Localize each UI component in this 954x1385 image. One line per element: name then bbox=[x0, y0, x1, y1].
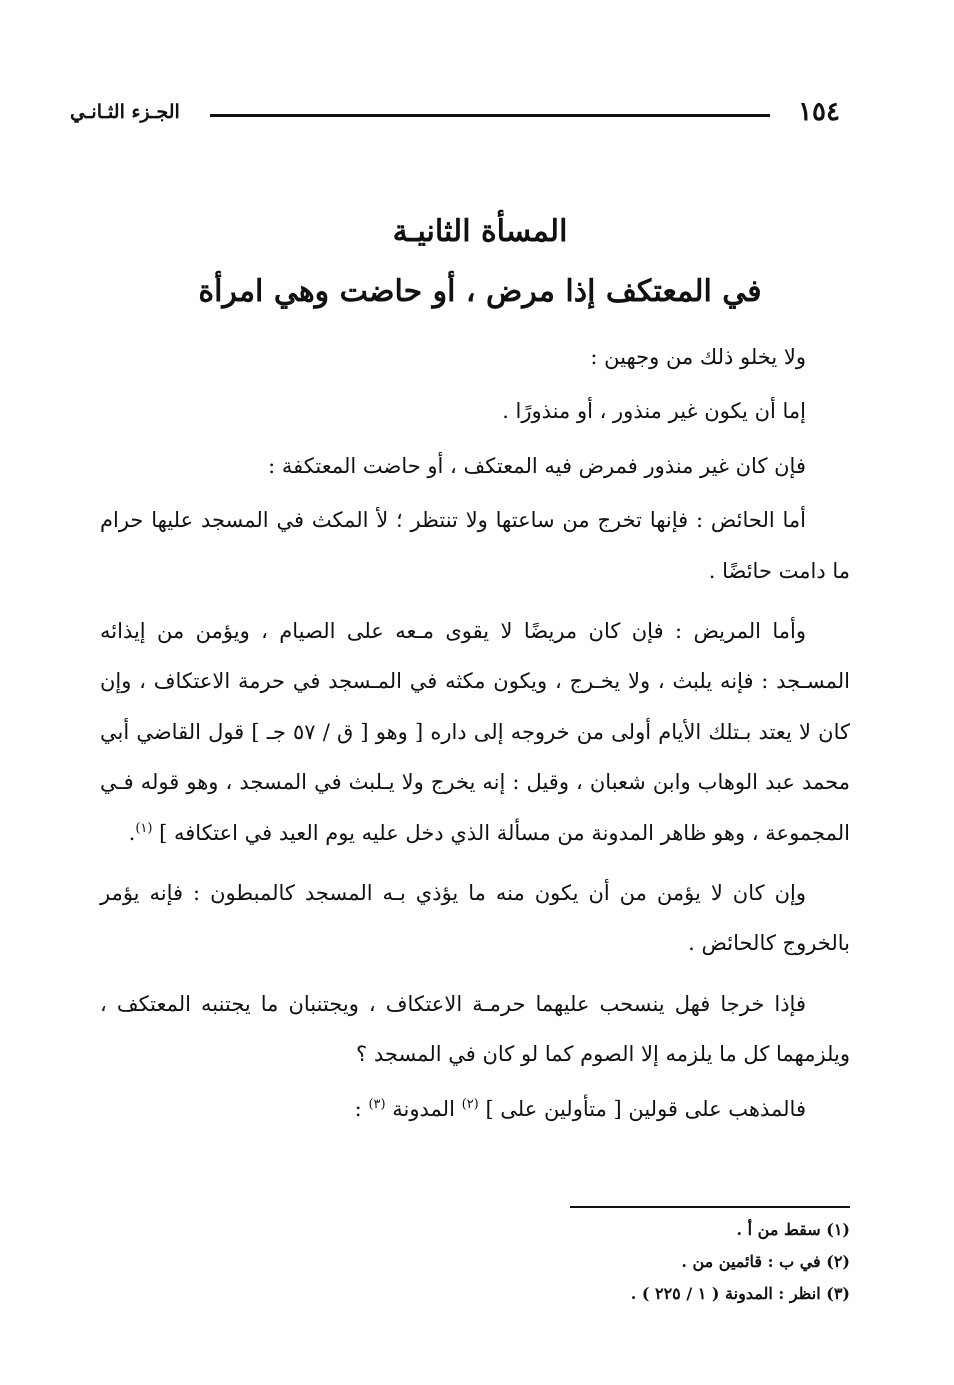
footnote-3: (٣) انظر : المدونة ( ١ / ٢٢٥ ) . bbox=[630, 1284, 850, 1303]
footnote-marker-1[interactable]: (١) bbox=[135, 820, 153, 836]
paragraph-5-tail: . bbox=[128, 820, 136, 845]
paragraph-4: أما الحائض : فإنها تخرج من ساعتها ولا تنتظر ؛ لأ المكث في المسجد عليها حرام ما دامت حائضًا . bbox=[100, 508, 850, 583]
paragraph-2: إما أن يكون غير منذور ، أو منذورًا . bbox=[502, 399, 806, 424]
footnote-marker-2[interactable]: (٢) bbox=[461, 1096, 479, 1112]
body-text bbox=[100, 332, 850, 1144]
footnote-1: (١) سقط من أ . bbox=[736, 1220, 850, 1239]
footnote-marker-3[interactable]: (٣) bbox=[368, 1096, 386, 1112]
paragraph-8 bbox=[100, 1084, 850, 1134]
footnotes bbox=[250, 1214, 850, 1310]
paragraph-5-text: وأما المريض : فإن كان مريضًا لا يقوى مـعه على الصيام ، ويؤمن من إيذائه المسـجد : فإنه يلبث ، ولا يخـرج ، ويكون مكثه في المـسجد في حرمة الاعتكاف ، وإن كان لا يعتد بـتلك الأيام أولى من خروجه إلى داره [ وهو [ ق / ٥٧ جـ ] قول القاضي أبي محمد عبد الوهاب وابن شعبان ، وقيل : إنه يخرج ولا يـلبث في المسجد ، وهو قوله فـي المجموعة ، وهو ظاهر المدونة من مسألة الذي دخل عليه يوم العيد في اعتكافه ] bbox=[100, 619, 850, 845]
paragraph-8-part1: فالمذهب على قولين [ متأولين على ] bbox=[485, 1096, 806, 1121]
header-rule bbox=[210, 114, 770, 117]
paragraph-3: فإن كان غير منذور فمرض فيه المعتكف ، أو حاضت المعتكفة : bbox=[268, 453, 806, 478]
paragraph-8-part2: المدونة bbox=[392, 1096, 455, 1121]
footnote-2: (٢) في ب : قائمين من . bbox=[681, 1252, 850, 1271]
paragraph-7: فإذا خرجا فهل ينسحب عليهما حرمـة الاعتكاف ، ويجتنبان ما يجتنبه المعتكف ، ويلزمهما كل ما يلزمه إلا الصوم كما لو كان في المسجد ؟ bbox=[100, 991, 850, 1067]
paragraph-6: وإن كان لا يؤمن من أن يكون منه ما يؤذي بـه المسجد كالمبطون : فإنه يؤمر بالخروج كالحائض . bbox=[100, 881, 850, 956]
running-header bbox=[70, 92, 840, 132]
running-title: الجـزء الثـانـي bbox=[70, 101, 180, 123]
paragraph-8-tail: : bbox=[354, 1096, 362, 1121]
page-number: ١٥٤ bbox=[798, 97, 840, 127]
issue-heading: المسأة الثانيـة bbox=[392, 214, 568, 249]
footnote-rule bbox=[570, 1206, 850, 1208]
paragraph-1: ولا يخلو ذلك من وجهين : bbox=[590, 345, 806, 369]
paragraph-5 bbox=[100, 606, 850, 858]
topic-heading: في المعتكف إذا مرض ، أو حاضت وهي امرأة bbox=[198, 274, 762, 309]
